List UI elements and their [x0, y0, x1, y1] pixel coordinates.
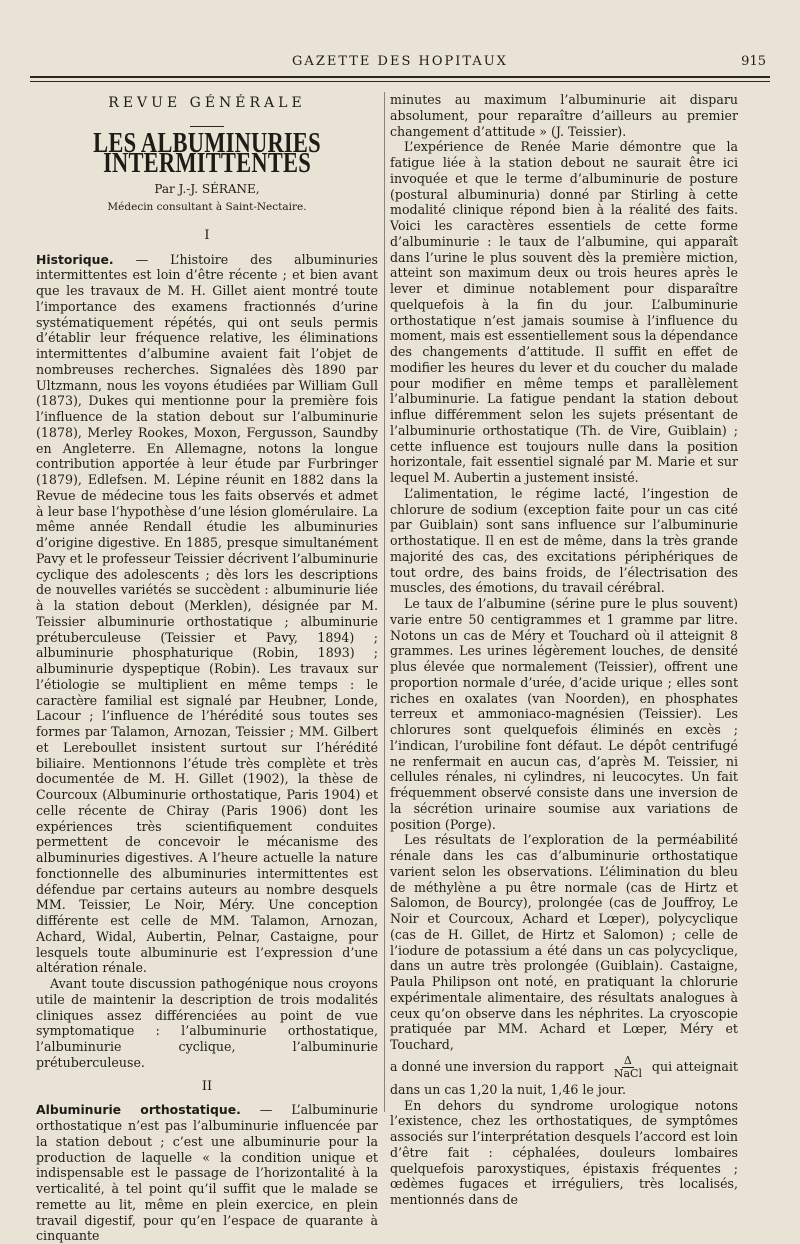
- run-in-heading: Albuminurie orthostatique.: [36, 1102, 241, 1118]
- author-byline: Par J.-J. SÉRANE,: [154, 182, 260, 197]
- paragraph: L’expérience de Renée Marie démontre que la fatigue liée à la station debout ne saurait être ici invoquée et que le terme d’albuminurie de posture (postural albuminuria) donné par Stirling à cette modalité clinique répond bien à la réalité des faits. Voici les caractères essentiels de cette forme d’albuminurie : le taux de l’albumine, qui apparaît dans l’urine le plus souvent dès la première miction, atteint son maximum deux ou trois heures après le lever et diminue notablement pour disparaître quelquefois à la fin du jour. L’albuminurie orthostatique n’est jamais soumise à l’influence du moment, mais est essentiellement sous la dépendance des changements d’attitude. Il suffit en effet de modifier les heures du lever et du coucher du malade pour modifier en même temps et parallèlement l’albuminurie. La fatigue pendant la station debout influe différemment selon les sujets présentant de l’albuminurie orthostatique (Th. de Vire, Guiblain) ; cette influence est toujours nulle dans la position horizontale, fait essentiel signalé par M. Marie et sur lequel M. Aubertin a justement insisté.: [390, 139, 738, 485]
- right-column: [390, 92, 738, 1208]
- ratio-fraction: [614, 1055, 642, 1080]
- page-number: 915: [741, 54, 766, 69]
- author-affiliation: Médecin consultant à Saint-Nectaire.: [107, 201, 307, 213]
- formula-text-before: a donné une inversion du rapport: [390, 1059, 604, 1075]
- journal-title: GAZETTE DES HOPITAUX: [292, 54, 508, 69]
- paragraph: minutes au maximum l’albuminurie ait disparu absolument, pour reparaître d’ailleurs au premier changement d’attitude » (J. Teissier).: [390, 92, 738, 139]
- paragraph-historique: [36, 252, 378, 977]
- paragraph: En dehors du syndrome urologique notons l’existence, chez les orthostatiques, de symptômes associés sur l’interprétation desquels l’accord est loin d’être fait : céphalées, douleurs lombaires quelquefois paroxystiques, épistaxis fréquentes ; œdèmes fugaces et irréguliers, très localisés, mentionnés dans de: [390, 1097, 738, 1207]
- header-rule-thin: [30, 81, 770, 82]
- section-numeral-2: II: [201, 1078, 213, 1094]
- section-numeral-1: I: [204, 227, 210, 243]
- header-rule: [30, 76, 770, 78]
- paragraph: Le taux de l’albumine (sérine pure le plus souvent) varie entre 50 centigrammes et 1 gramme par litre. Notons un cas de Méry et Touchard où il atteignit 8 grammes. Les urines légèrement louches, de densité plus élevée que normalement (Teissier), offrent une proportion normale d’urée, d’acide urique ; elles sont riches en oxalates (van Noorden), en phosphates terreux et ammoniaco-magnésien (Teissier). Les chlorures sont quelquefois éliminés en excès ; l’indican, l’urobiline font défaut. Le dépôt centrifugé ne renfermait en aucun cas, d’après M. Teissier, ni cellules rénales, ni cylindres, ni leucocytes. Un fait fréquemment observé consiste dans une inversion de la sécrétion urinaire soumise aux variations de position (Porge).: [390, 596, 738, 832]
- running-head: [0, 52, 800, 72]
- formula-text-after: qui atteignait: [651, 1059, 738, 1075]
- run-in-heading: Historique.: [36, 251, 114, 267]
- paragraph: dans un cas 1,20 la nuit, 1,46 le jour.: [390, 1081, 627, 1097]
- column-divider: [384, 92, 385, 1112]
- article-title: LES ALBUMINURIES INTERMITTENTES: [93, 126, 321, 178]
- fraction-numerator: Δ: [623, 1053, 632, 1067]
- paragraph-orthostatique: [36, 1102, 378, 1244]
- formula-line: [390, 1055, 738, 1080]
- paragraph-text: — L’histoire des albuminuries intermittentes est loin d’être récente ; et bien avant que les travaux de M. H. Gillet aient montré toute l’importance des examens fractionnés d’urine systématiquement répétés, qui ont seuls permis d’établir leur fréquence relative, les éliminations intermittentes d’albumine avaient fait l’objet de nombreuses recherches. Signalées dès 1890 par Ultzmann, nous les voyons étudiées par William Gull (1873), Dukes qui mentionne pour la première fois l’influence de la station debout sur l’albuminurie (1878), Merley Rookes, Moxon, Fergusson, Saundby en Angleterre. En Allemagne, notons la longue contribution apportée à leur étude par Furbringer (1879), Edlefsen. M. Lépine réunit en 1882 dans la Revue de médecine tous les faits observés et admet à leur base l’hypothèse d’une lésion glomérulaire. La même année Rendall étudie les albuminuries d’origine digestive. En 1885, presque simultanément Pavy et le professeur Teissier décrivent l’albuminurie cyclique des adolescents ; dès lors les descriptions de nouvelles variétés se succèdent : albuminurie liée à la station debout (Merklen), désignée par M. Teissier albuminurie orthostatique ; albuminurie prétuberculeuse (Teissier et Pavy, 1894) ; albuminurie phosphaturique (Robin, 1893) ; albuminurie dyspeptique (Robin). Les travaux sur l’étiologie se multiplient en même temps : le caractère familial est signalé par Heubner, Londe, Lacour ; l’influence de l’hérédité sous toutes ses formes par Talamon, Arnozan, Teissier ; MM. Gilbert et Lereboullet insistent surtout sur l’hérédité biliaire. Mentionnons l’étude très complète et très documentée de M. H. Gillet (1902), la thèse de Courcoux (Albuminurie orthostatique, Paris 1904) et celle récente de Chiray (Paris 1906) dont les expériences très scientifiquement conduites permettent de concevoir le mécanisme des albuminuries digestives. A l’heure actuelle la nature fonctionnelle des albuminuries intermittentes est défendue par certains auteurs au nombre desquels MM. Teissier, Le Noir, Méry. Une conception différente est celle de MM. Talamon, Arnozan, Achard, Widal, Aubertin, Pelnar, Castaigne, pour lesquels toute albuminurie est l’expression d’une altération rénale.: [36, 251, 378, 976]
- left-column: [36, 92, 378, 1244]
- paragraph: L’alimentation, le régime lacté, l’ingestion de chlorure de sodium (exception faite pour un cas cité par Guiblain) sont sans influence sur l’albuminurie orthostatique. Il en est de même, dans la très grande majorité des cas, des excitations périphériques de tout ordre, des bains froids, de l’électrisation des muscles, des émotions, du travail cérébral.: [390, 485, 738, 596]
- fraction-denominator: NaCl: [613, 1066, 642, 1080]
- paragraph-text: — L’albuminurie orthostatique n’est pas l’albuminurie influencée par la station debout ; c’est une albuminurie pour la production de laquelle « la condition unique et indispensable est le passage de l’horizontalité à la verticalité, à tel point qu’il suffit que le malade se remette au lit, même en plein exercice, en plein travail digestif, pour qu’en l’espace de quarante à cinquante: [36, 1102, 378, 1244]
- paragraph: Les résultats de l’exploration de la perméabilité rénale dans les cas d’albuminurie orthostatique varient selon les observations. L’élimination du bleu de méthylène a pu être normale (cas de Hirtz et Salomon, de Bourcy), prolongée (cas de Jouffroy, Le Noir et Courcoux, Achard et Lœper), polycyclique (cas de H. Gillet, de Hirtz et Salomon) ; celle de l’iodure de potassium a été dans un cas polycyclique, dans un autre très prolongée (Guiblain). Castaigne, Paula Philipson ont noté, en pratiquant la chlorurie expérimentale alimentaire, des résultats analogues à ceux qu’on observe dans les néphrites. La cryoscopie pratiquée par MM. Achard et Lœper, Méry et Touchard,: [390, 832, 738, 1052]
- paragraph: Avant toute discussion pathogénique nous croyons utile de maintenir la description de trois modalités cliniques assez différenciées au point de vue symptomatique : l’albuminurie orthostatique, l’albuminurie cyclique, l’albuminurie prétuberculeuse.: [36, 976, 378, 1070]
- section-label: REVUE GÉNÉRALE: [108, 95, 306, 111]
